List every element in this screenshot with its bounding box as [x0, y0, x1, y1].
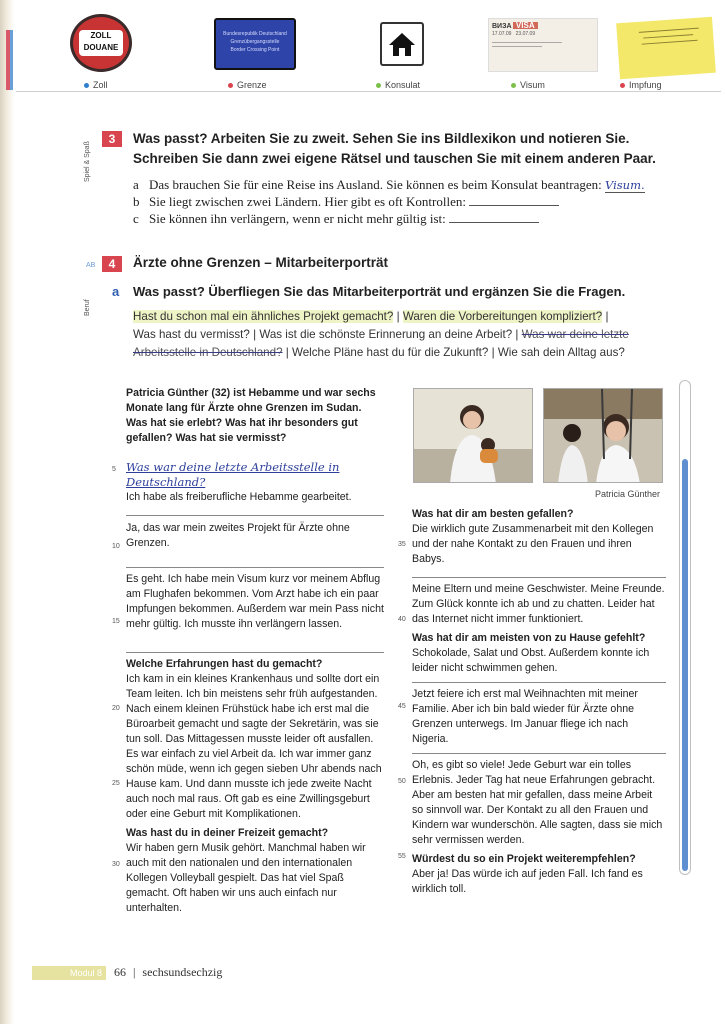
question-recommend: Würdest du so ein Projekt weiterempfehlen?: [412, 853, 636, 865]
question-missed: Was hast du vermisst?: [133, 328, 250, 341]
page-binding-edge: [0, 0, 14, 1024]
border-sign-line3: Border Crossing Point: [230, 47, 280, 53]
item-b-key: b: [133, 194, 140, 209]
question-last-job-part2: Arbeitsstelle in Deutschland?: [133, 346, 283, 359]
answer-second-project: Ja, das war mein zweites Projekt für Ärzte ohne Grenzen.: [126, 522, 350, 549]
task4a-key: a: [112, 284, 120, 299]
question-best-memory: Was ist die schönste Erinnerung an deine Arbeit?: [259, 328, 513, 341]
line-number: 15: [112, 618, 120, 625]
item-a-text: Das brauchen Sie für eine Reise ins Ausland. Sie können es beim Konsulat beantragen:: [149, 177, 602, 192]
line-number: 20: [112, 705, 120, 712]
answer-best-memory: Oh, es gibt so viele! Jede Geburt war ein tolles Erlebnis. Jeder Tag hat neue Erfahrungen gebracht. Aber am besten hat mir gefallen, dass meine Arbeit so sinnvoll war. Der Kontakt zu all den Frauen und Kindern war wunderschön. Alle sagten, dass sie mich sehr vermissen werden.: [412, 759, 663, 846]
task3-heading: [133, 129, 693, 169]
page-footer: [16, 962, 716, 984]
task-number-4: 4: [102, 256, 122, 272]
line-number: 5: [112, 466, 116, 473]
page-number-digits: 66: [114, 965, 126, 979]
question-future-plans: Welche Pläne hast du für die Zukunft?: [292, 346, 489, 359]
question-daily-routine: Wie sah dein Alltag aus?: [497, 346, 625, 359]
line-number: 45: [398, 703, 406, 710]
divider: [126, 652, 384, 653]
scroll-bar[interactable]: [679, 380, 691, 875]
task-number-3: 3: [102, 131, 122, 147]
visa-cyrillic: ВИЗА: [492, 23, 512, 30]
answer-liked-best: Die wirklich gute Zusammenarbeit mit den Kollegen und der nahe Kontakt zu den Frauen und ihren Babys.: [412, 523, 654, 565]
item-c-key: c: [133, 211, 139, 226]
label-impfung: Impfung: [620, 80, 662, 90]
task3-heading-line2: Schreiben Sie dann zwei eigene Rätsel und tauschen Sie mit einem anderen Paar.: [133, 151, 656, 166]
line-number: 35: [398, 541, 406, 548]
blank-question-line[interactable]: [412, 753, 666, 754]
visa-date-from: 17.07.09: [492, 31, 512, 37]
border-sign-line1: Bundesrepublik Deutschland: [223, 31, 287, 37]
house-icon: [382, 24, 422, 64]
label-visum: Visum: [511, 80, 545, 90]
border-sign-picture: [214, 18, 296, 70]
line-number: 25: [112, 780, 120, 787]
question-bank: Hast du schon mal ein ähnliches Projekt gemacht? | Waren die Vorbereitungen kompliziert? | Was hast du vermisst? | Was ist die schönste Erinnerung an deine Arbeit? | Was war deine letzte Arbeitsstelle in Deutschland? | Welche Pläne hast du für die Zukunft? | Wie sah dein Alltag aus?: [133, 310, 629, 359]
question-similar-project: Hast du schon mal ein ähnliches Projekt gemacht?: [133, 310, 394, 323]
task4a-instruction: Was passt? Überfliegen Sie das Mitarbeiterporträt und ergänzen Sie die Fragen.: [133, 284, 626, 299]
article-left-column: [126, 386, 384, 916]
page-number-word: sechsundsechzig: [142, 965, 223, 979]
blank-question-line[interactable]: [126, 515, 384, 516]
line-number: 50: [398, 778, 406, 785]
visa-stamp-picture: [488, 18, 598, 72]
blank-question-line[interactable]: [126, 567, 384, 568]
douane-sign-text: DOUANE: [83, 43, 119, 52]
article-intro: Patricia Günther (32) ist Hebamme und war sechs Monate lang für Ärzte ohne Grenzen im Sudan. Was hat sie erlebt? Was hat ihr besonders gut gefallen? Was hat sie vermisst?: [126, 387, 376, 444]
question-missed-home: Was hat dir am meisten von zu Hause gefehlt?: [412, 632, 646, 644]
swing-photo-illustration: [544, 389, 663, 483]
question-liked-best: Was hat dir am besten gefallen?: [412, 508, 574, 520]
midwife-photo-illustration: [414, 389, 533, 483]
side-label-beruf: Beruf: [84, 299, 91, 316]
line-number: 55: [398, 853, 406, 860]
answer-preparations: Es geht. Ich habe mein Visum kurz vor meinem Abflug am Flughafen bekommen. Vom Arzt habe ich ein paar Impfungen bekommen. Außerdem war mein Pass nicht mehr gültig. Ich musste ihn verlängern lassen.: [126, 573, 384, 630]
line-number: 40: [398, 616, 406, 623]
visa-label: VISA: [513, 22, 538, 29]
label-konsulat: Konsulat: [376, 80, 420, 90]
answer-missed-home: Schokolade, Salat und Obst. Außerdem konnte ich leider nicht schwimmen gehen.: [412, 647, 650, 674]
ab-marker: AB: [86, 262, 96, 269]
consulate-house-icon: [380, 22, 424, 66]
zoll-sign-picture: [70, 14, 132, 72]
border-sign-line2: Grenzübergangsstelle: [230, 39, 280, 45]
visa-date-to: 23.07.09: [515, 31, 536, 37]
answer-recommend: Aber ja! Das würde ich auf jeden Fall. Ich fand es wirklich toll.: [412, 868, 643, 895]
question-free-time: Was hast du in deiner Freizeit gemacht?: [126, 827, 329, 839]
task3-item-a: [133, 177, 645, 193]
item-c-answer-blank[interactable]: [449, 211, 539, 223]
blank-question-line[interactable]: [412, 682, 666, 683]
question-last-job-part1: Was war deine letzte: [521, 328, 629, 341]
item-a-key: a: [133, 177, 139, 192]
answer-missed-people: Meine Eltern und meine Geschwister. Meine Freunde. Zum Glück konnte ich ab und zu chatten. Leider hat das Internet nicht immer funktioniert.: [412, 583, 665, 625]
item-b-text: Sie liegt zwischen zwei Ländern. Hier gibt es oft Kontrollen:: [149, 194, 466, 209]
photo-midwife-with-baby: [413, 388, 533, 483]
blank-question-line[interactable]: [412, 577, 666, 578]
question-preparations: Waren die Vorbereitungen kompliziert?: [402, 310, 603, 323]
line-number: 10: [112, 543, 120, 550]
item-b-answer-blank[interactable]: [469, 194, 559, 206]
line-number: 30: [112, 861, 120, 868]
module-tab: Modul 8: [32, 966, 106, 980]
task3-heading-line1: Was passt? Arbeiten Sie zu zweit. Sehen Sie ins Bildlexikon und notieren Sie.: [133, 131, 630, 146]
page-number: 66 | sechsundsechzig: [114, 965, 223, 979]
zoll-sign-text: ZOLL: [90, 31, 112, 40]
photo-caption: Patricia Günther: [595, 489, 661, 499]
edge-tab-blue: [10, 30, 13, 90]
question-experiences: Welche Erfahrungen hast du gemacht?: [126, 658, 323, 670]
label-grenze: Grenze: [228, 80, 267, 90]
task4-heading: Ärzte ohne Grenzen – Mitarbeiterporträt: [133, 255, 389, 270]
answer-future: Jetzt feiere ich erst mal Weihnachten mit meiner Familie. Aber ich bin bald wieder für Ärzte ohne Grenzen unterwegs. Im Januar fliege ich nach Nigeria.: [412, 688, 638, 745]
answer-free-time: Wir haben gern Musik gehört. Manchmal haben wir auch mit den nationalen und den internationalen Kollegen Volleyball gespielt. Das hat viel Spaß gemacht. Oft haben wir uns auch einfach nur unterhalten.: [126, 842, 366, 914]
answer-last-job: Ich habe als freiberufliche Hebamme gearbeitet.: [126, 491, 352, 503]
label-zoll: Zoll: [84, 80, 108, 90]
photo-midwife-on-swing: [543, 388, 663, 483]
picture-dictionary-strip: [16, 8, 721, 92]
item-a-handwritten-answer: Visum.: [604, 178, 645, 192]
task3-item-c: [133, 211, 539, 227]
answer-experiences: Ich kam in ein kleines Krankenhaus und sollte dort ein Team leiten. Ich bin meistens sehr früh aufgestanden. Nach einem kleinen Frühstück habe ich erst mal die Büroarbeit gemacht und sagte der Sekretärin, was sie tun soll. Das Mittagessen musste leider oft ausfallen. Es war einfach zu viel Arbeit da. Ich war immer ganz schön müde, wenn ich gegen sieben Uhr abends nach Hause kam. Und dann musste ich jede zweite Nacht auch noch mal raus. Oft gab es eine Zwillingsgeburt oder eine Geburt mit Komplikationen.: [126, 673, 382, 820]
zoll-sign-plate: [79, 30, 123, 56]
task3-item-b: [133, 194, 559, 210]
article-right-column: [412, 507, 666, 897]
item-c-text: Sie können ihn verlängern, wenn er nicht mehr gültig ist:: [149, 211, 446, 226]
handwritten-question: Was war deine letzte Arbeitsstelle in Deutschland?: [126, 460, 340, 489]
side-label-spiel-spass: Spiel & Spaß: [84, 141, 91, 182]
vaccination-certificate-picture: [616, 17, 716, 80]
scroll-thumb[interactable]: [682, 459, 688, 871]
